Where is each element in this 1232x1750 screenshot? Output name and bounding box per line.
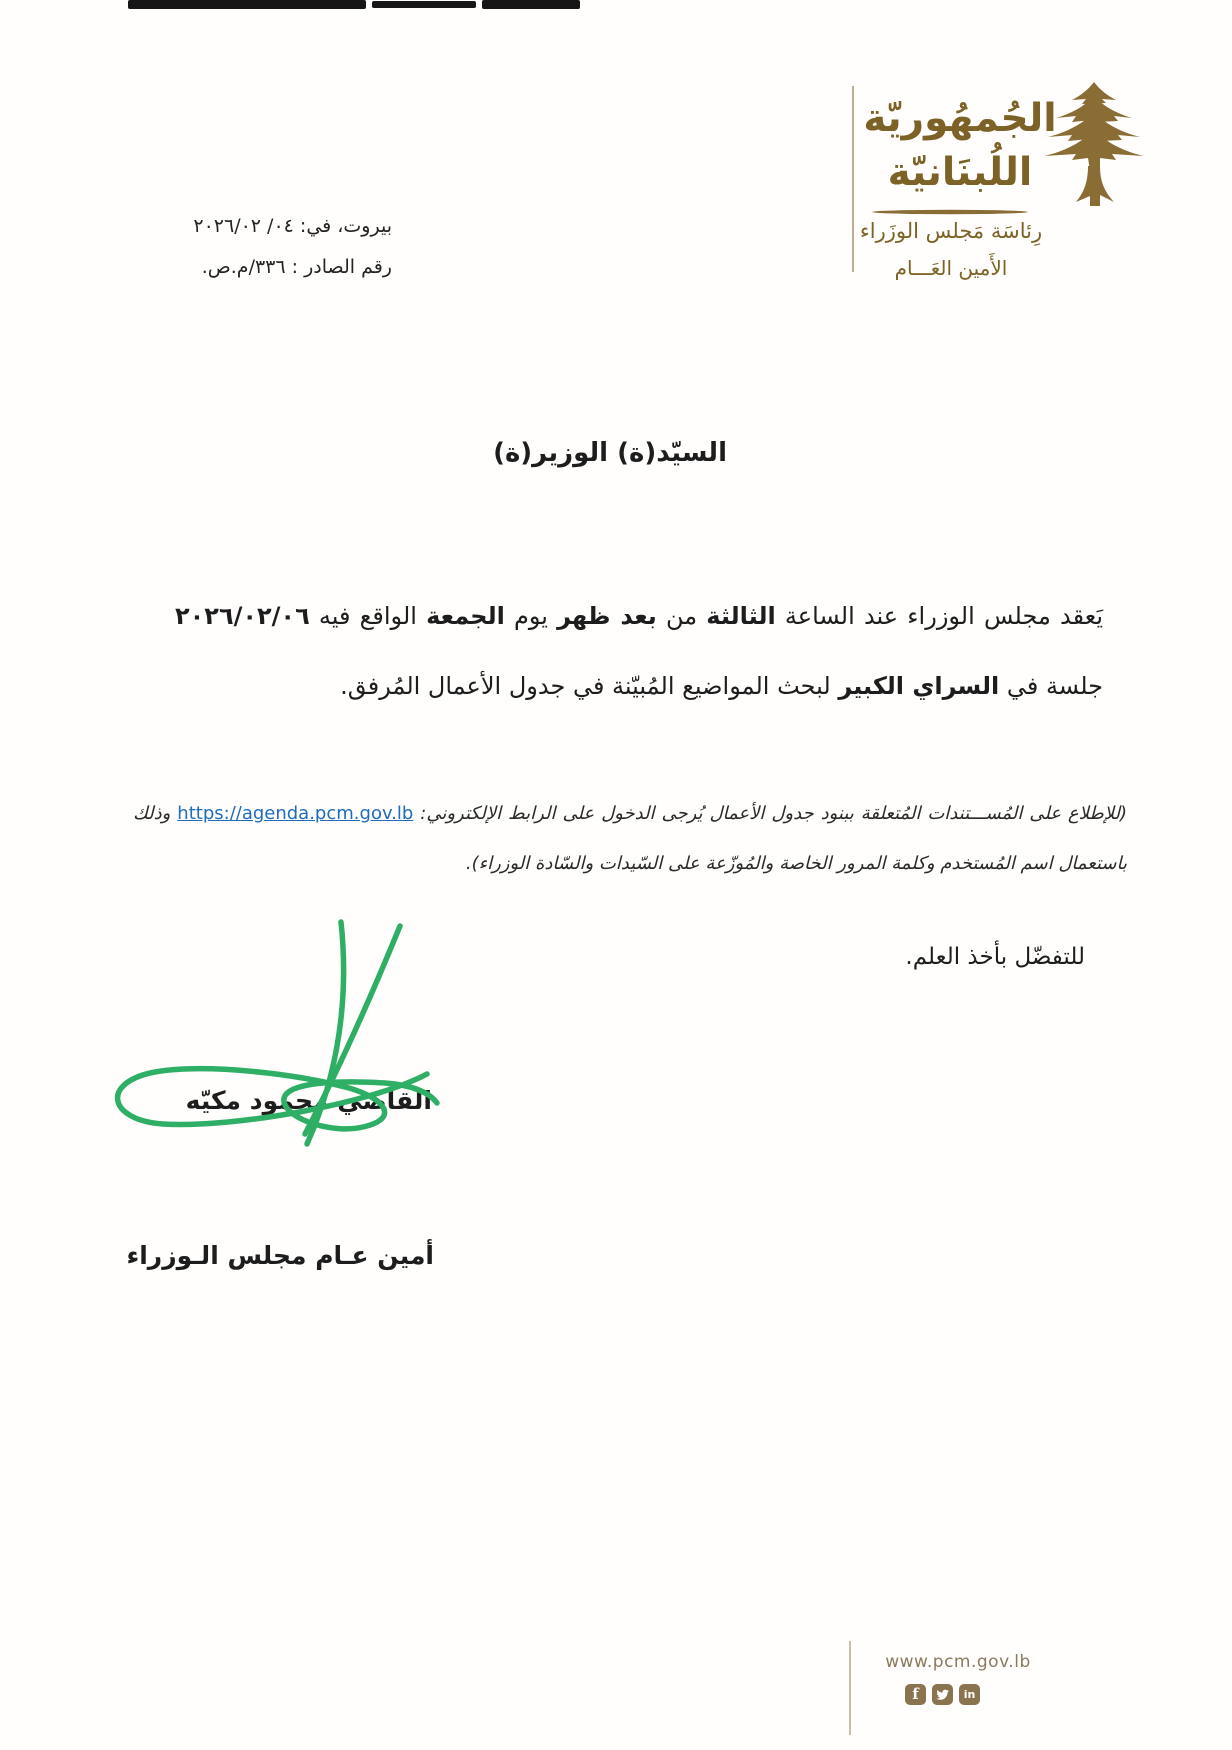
cedar-tree-icon: [1042, 78, 1146, 208]
scan-artifact: [128, 0, 366, 9]
letterhead-tapered-rule: [872, 209, 1028, 215]
body-text: الواقع فيه: [309, 602, 427, 630]
body-text: جلسة في: [999, 672, 1103, 700]
salutation: السيّد(ة) الوزير(ة): [493, 438, 727, 468]
letterhead-divider-rule: [852, 86, 854, 272]
signatory-title: أمين عـام مجلس الـوزراء: [126, 1241, 434, 1270]
body-text-bold: بعد ظهر: [557, 602, 657, 630]
republic-line1: الجُمهُوريّة: [863, 96, 1057, 141]
body-line-1: [175, 598, 1103, 635]
body-text-bold: السراي الكبير: [838, 672, 1000, 700]
scan-artifact: [372, 1, 476, 8]
twitter-icon: [932, 1684, 953, 1705]
body-text-bold: الثالثة: [706, 602, 776, 630]
body-date-bold: ٢٠٢٦/٠٢/٠٦: [175, 602, 310, 630]
note-line-2: باستعمال اسم المُستخدم وكلمة المرور الخاصة والمُوزّعة على السّيدات والسّادة الوزراء).: [465, 853, 1127, 874]
handwritten-signature-ink: [55, 912, 455, 1172]
footer-website: www.pcm.gov.lb: [885, 1652, 1031, 1672]
letter-ref-number: رقم الصادر : ٣٣٦/م.ص.: [201, 256, 392, 278]
body-paragraph: [175, 598, 1103, 705]
closing-line: للتفضّل بأخذ العلم.: [905, 944, 1085, 970]
body-text-bold: الجمعة: [426, 602, 505, 630]
body-text: لبحث المواضيع المُبيّنة في جدول الأعمال المُرفق.: [340, 672, 839, 700]
body-text: يوم: [504, 602, 558, 630]
note-line-1: [133, 799, 1127, 828]
body-line-2: [175, 668, 1103, 705]
agenda-link[interactable]: https://agenda.pcm.gov.lb: [177, 803, 414, 824]
body-text: من: [656, 602, 707, 630]
letter-date: بيروت، في: ٠٤/ ٢٠٢٦/٠٢: [193, 215, 392, 237]
letterhead-republic-calligraphy: [862, 92, 1058, 200]
footer-social-icons: [905, 1684, 980, 1705]
letterhead-org-name: رِئاسَة مَجلس الوزَراء: [859, 219, 1043, 243]
scan-artifact: [482, 0, 580, 9]
facebook-icon: f: [905, 1684, 926, 1705]
footer-divider-rule: [849, 1641, 851, 1735]
body-text: يَعقد مجلس الوزراء عند الساعة: [775, 602, 1104, 630]
note-text: (للإطلاع على المُســـتندات المُتعلقة ببنود جدول الأعمال يُرجى الدخول على الرابط الإلكتروني:: [413, 803, 1127, 824]
signatory-name: القاضي محمود مكيّه: [185, 1086, 432, 1115]
letterhead-dept-name: الأَمين العَـــام: [894, 256, 1008, 280]
agenda-note: [133, 799, 1127, 878]
linkedin-icon: in: [959, 1684, 980, 1705]
republic-line2: اللُبنَانيّة: [887, 150, 1033, 195]
letter-meta: [118, 206, 392, 288]
note-text: وذلك: [133, 803, 178, 824]
